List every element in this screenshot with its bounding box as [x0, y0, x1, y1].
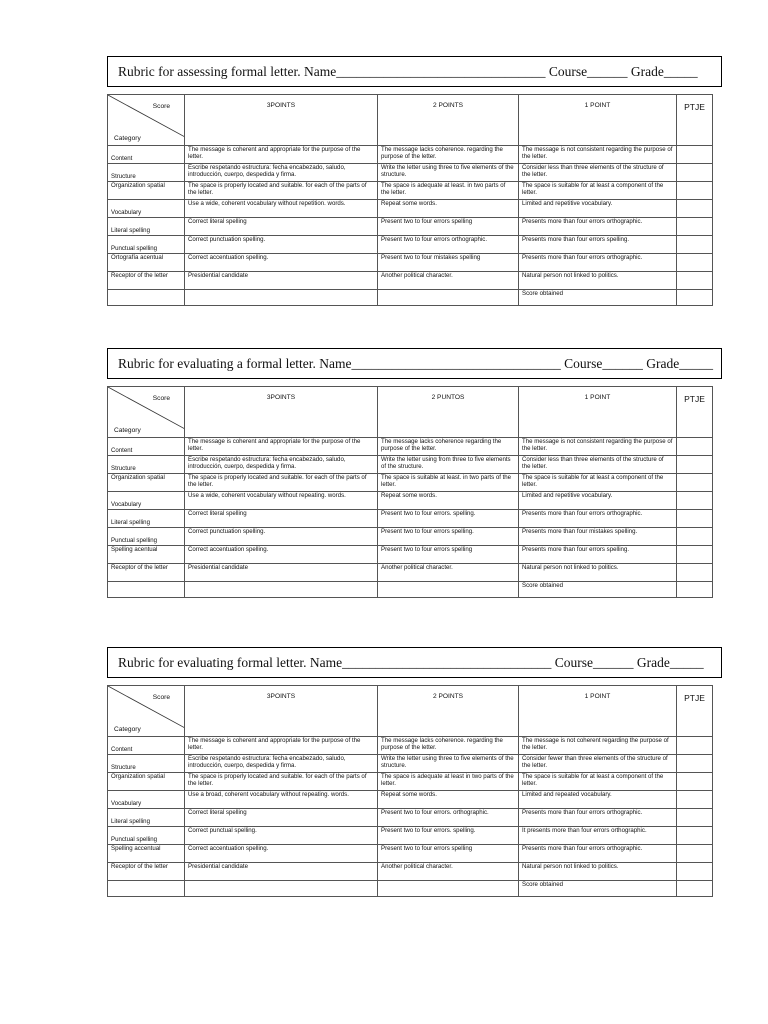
table-row	[108, 773, 713, 791]
empty-cell	[378, 582, 519, 598]
table-row	[108, 146, 713, 164]
criterion-cell: Consider less than three elements of the structure of the letter.	[519, 456, 677, 474]
score-category-header	[108, 95, 185, 146]
empty-cell	[108, 881, 185, 897]
criterion-cell: Presidential candidate	[185, 272, 378, 290]
ptje-cell	[677, 492, 713, 510]
table-row	[108, 510, 713, 528]
criterion-cell: Another political character.	[378, 564, 519, 582]
score-obtained-label: Score obtained	[519, 582, 677, 598]
criterion-cell: Presents more than four errors orthographic.	[519, 845, 677, 863]
criterion-cell: The message is coherent and appropriate for the purpose of the letter.	[185, 438, 378, 456]
criterion-cell: Escribe respetando estructura: fecha encabezado, saludo, introducción, cuerpo, despedida y firma.	[185, 755, 378, 773]
category-cell: Vocabulary	[108, 791, 185, 809]
ptje-cell	[677, 773, 713, 791]
criterion-cell: Limited and repetitive vocabulary.	[519, 200, 677, 218]
ptje-cell	[677, 528, 713, 546]
category-cell: Receptor of the letter	[108, 863, 185, 881]
table-row	[108, 564, 713, 582]
score-label: Score	[152, 103, 170, 110]
criterion-cell: Present two to four errors spelling	[378, 546, 519, 564]
ptje-cell	[677, 474, 713, 492]
rubric-title: Rubric for evaluating a formal letter. Name_______________________________ Course______ Grade_____	[107, 348, 722, 379]
empty-cell	[108, 290, 185, 306]
criterion-cell: Present two to four errors orthographic.	[378, 236, 519, 254]
table-row	[108, 272, 713, 290]
ptje-header: PTJE	[677, 686, 713, 737]
criterion-cell: Presidential candidate	[185, 863, 378, 881]
criterion-cell: Escribe respetando estructura: fecha encabezado, saludo, introducción, cuerpo, despedida y firma.	[185, 164, 378, 182]
empty-cell	[378, 881, 519, 897]
criterion-cell: Limited and repetitive vocabulary.	[519, 492, 677, 510]
criterion-cell: Presents more than four errors spelling.	[519, 236, 677, 254]
category-cell: Ortografía acentual	[108, 254, 185, 272]
score-obtained-row	[108, 881, 713, 897]
empty-cell	[677, 290, 713, 306]
category-cell: Structure	[108, 164, 185, 182]
criterion-cell: The space is suitable for at least a component of the letter.	[519, 773, 677, 791]
ptje-cell	[677, 254, 713, 272]
criterion-cell: Present two to four errors spelling.	[378, 528, 519, 546]
criterion-cell: Presents more than four mistakes spelling.	[519, 528, 677, 546]
criterion-cell: Present two to four mistakes spelling	[378, 254, 519, 272]
criterion-cell: Repeat some words.	[378, 200, 519, 218]
diagonal-divider	[108, 387, 185, 429]
table-row	[108, 737, 713, 755]
criterion-cell: The space is suitable for at least a component of the letter.	[519, 182, 677, 200]
ptje-cell	[677, 791, 713, 809]
category-cell: Literal spelling	[108, 809, 185, 827]
criterion-cell: Repeat some words.	[378, 492, 519, 510]
criterion-cell: Correct punctuation spelling.	[185, 236, 378, 254]
empty-cell	[378, 290, 519, 306]
score-obtained-row	[108, 582, 713, 598]
table-row	[108, 809, 713, 827]
ptje-cell	[677, 164, 713, 182]
col-2-points-header: 2 POINTS	[378, 95, 519, 146]
col-3-points-header: 3POINTS	[185, 387, 378, 438]
ptje-cell	[677, 737, 713, 755]
criterion-cell: Limited and repeated vocabulary.	[519, 791, 677, 809]
col-3-points-header: 3POINTS	[185, 686, 378, 737]
table-row	[108, 164, 713, 182]
criterion-cell: The space is suitable at least. in two parts of the letter.	[378, 474, 519, 492]
category-label: Category	[114, 725, 141, 733]
ptje-cell	[677, 564, 713, 582]
criterion-cell: It presents more than four errors orthographic.	[519, 827, 677, 845]
col-1-point-header: 1 POINT	[519, 387, 677, 438]
table-row	[108, 456, 713, 474]
category-cell: Vocabulary	[108, 492, 185, 510]
criterion-cell: Natural person not linked to politics.	[519, 564, 677, 582]
criterion-cell: Repeat some words.	[378, 791, 519, 809]
criterion-cell: Presents more than four errors orthographic.	[519, 809, 677, 827]
col-2-points-header: 2 PUNTOS	[378, 387, 519, 438]
criterion-cell: The message is not coherent regarding the purpose of the letter.	[519, 737, 677, 755]
criterion-cell: Another political character.	[378, 272, 519, 290]
category-cell: Vocabulary	[108, 200, 185, 218]
criterion-cell: The message is not consistent regarding the purpose of the letter.	[519, 146, 677, 164]
table-row	[108, 827, 713, 845]
diagonal-divider	[108, 686, 185, 728]
criterion-cell: Escribe respetando estructura: fecha encabezado, saludo, introducción, cuerpo, despedida y firma.	[185, 456, 378, 474]
score-category-header	[108, 387, 185, 438]
ptje-cell	[677, 510, 713, 528]
score-obtained-row	[108, 290, 713, 306]
criterion-cell: The space is properly located and suitable. for each of the parts of the letter.	[185, 474, 378, 492]
col-3-points-header: 3POINTS	[185, 95, 378, 146]
rubric-table	[107, 685, 713, 897]
ptje-cell	[677, 456, 713, 474]
criterion-cell: Correct punctuation spelling.	[185, 528, 378, 546]
diagonal-divider	[108, 95, 185, 137]
criterion-cell: Presents more than four errors orthographic.	[519, 254, 677, 272]
criterion-cell: Natural person not linked to politics.	[519, 863, 677, 881]
table-row	[108, 200, 713, 218]
score-category-header	[108, 686, 185, 737]
table-row	[108, 438, 713, 456]
col-1-point-header: 1 POINT	[519, 686, 677, 737]
category-cell: Organization spatial	[108, 182, 185, 200]
table-row	[108, 254, 713, 272]
criterion-cell: Presents more than four errors orthographic.	[519, 218, 677, 236]
category-label: Category	[114, 426, 141, 434]
ptje-cell	[677, 236, 713, 254]
criterion-cell: Present two to four errors spelling	[378, 218, 519, 236]
criterion-cell: Present two to four errors spelling	[378, 845, 519, 863]
category-cell: Content	[108, 146, 185, 164]
criterion-cell: Correct punctual spelling.	[185, 827, 378, 845]
empty-cell	[185, 290, 378, 306]
criterion-cell: Use a wide, coherent vocabulary without repeating. words.	[185, 492, 378, 510]
table-row	[108, 218, 713, 236]
category-label: Category	[114, 134, 141, 142]
ptje-cell	[677, 438, 713, 456]
table-row	[108, 755, 713, 773]
category-cell: Content	[108, 438, 185, 456]
ptje-cell	[677, 218, 713, 236]
criterion-cell: Correct accentuation spelling.	[185, 845, 378, 863]
ptje-cell	[677, 845, 713, 863]
criterion-cell: Use a broad, coherent vocabulary without repeating. words.	[185, 791, 378, 809]
criterion-cell: The space is properly located and suitable. for each of the parts of the letter.	[185, 773, 378, 791]
empty-cell	[677, 881, 713, 897]
criterion-cell: Consider less than three elements of the structure of the letter.	[519, 164, 677, 182]
category-cell: Punctual spelling	[108, 528, 185, 546]
criterion-cell: The space is adequate at least. in two parts of the letter.	[378, 182, 519, 200]
criterion-cell: The message is coherent and appropriate for the purpose of the letter.	[185, 737, 378, 755]
criterion-cell: Use a wide, coherent vocabulary without repetition. words.	[185, 200, 378, 218]
criterion-cell: Correct accentuation spelling.	[185, 254, 378, 272]
table-row	[108, 492, 713, 510]
criterion-cell: The space is adequate at least in two parts of the letter.	[378, 773, 519, 791]
category-cell: Spelling acentual	[108, 546, 185, 564]
ptje-cell	[677, 809, 713, 827]
ptje-header: PTJE	[677, 387, 713, 438]
criterion-cell: Write the letter using three to five elements of the structure.	[378, 755, 519, 773]
criterion-cell: Correct literal spelling	[185, 510, 378, 528]
criterion-cell: Write the letter using from three to five elements of the structure.	[378, 456, 519, 474]
empty-cell	[185, 881, 378, 897]
criterion-cell: Correct accentuation spelling.	[185, 546, 378, 564]
category-cell: Structure	[108, 456, 185, 474]
rubric-title: Rubric for evaluating formal letter. Name_______________________________ Course______ Grade_____	[107, 647, 722, 678]
col-2-points-header: 2 POINTS	[378, 686, 519, 737]
ptje-cell	[677, 200, 713, 218]
ptje-cell	[677, 146, 713, 164]
criterion-cell: The space is suitable for at least a component of the letter.	[519, 474, 677, 492]
category-cell: Content	[108, 737, 185, 755]
criterion-cell: Consider fewer than three elements of the structure of the letter.	[519, 755, 677, 773]
table-row	[108, 791, 713, 809]
empty-cell	[108, 582, 185, 598]
ptje-cell	[677, 272, 713, 290]
col-1-point-header: 1 POINT	[519, 95, 677, 146]
ptje-cell	[677, 546, 713, 564]
category-cell: Organization spatial	[108, 773, 185, 791]
criterion-cell: Natural person not linked to politics.	[519, 272, 677, 290]
table-row	[108, 182, 713, 200]
table-row	[108, 528, 713, 546]
rubric-table	[107, 94, 713, 306]
criterion-cell: The message is coherent and appropriate for the purpose of the letter.	[185, 146, 378, 164]
table-row	[108, 546, 713, 564]
criterion-cell: The message is not consistent regarding the purpose of the letter.	[519, 438, 677, 456]
ptje-header: PTJE	[677, 95, 713, 146]
category-cell: Receptor of the letter	[108, 272, 185, 290]
criterion-cell: The message lacks coherence. regarding the purpose of the letter.	[378, 737, 519, 755]
category-cell: Structure	[108, 755, 185, 773]
category-cell: Punctual spelling	[108, 236, 185, 254]
category-cell: Punctual spelling	[108, 827, 185, 845]
category-cell: Spelling accentual	[108, 845, 185, 863]
rubric-table	[107, 386, 713, 598]
criterion-cell: Correct literal spelling	[185, 218, 378, 236]
category-cell: Literal spelling	[108, 510, 185, 528]
score-obtained-label: Score obtained	[519, 290, 677, 306]
category-cell: Organization spatial	[108, 474, 185, 492]
ptje-cell	[677, 827, 713, 845]
criterion-cell: Present two to four errors. orthographic.	[378, 809, 519, 827]
criterion-cell: Presidential candidate	[185, 564, 378, 582]
score-label: Score	[152, 694, 170, 701]
rubric-title: Rubric for assessing formal letter. Name_______________________________ Course______ Grade_____	[107, 56, 722, 87]
ptje-cell	[677, 863, 713, 881]
criterion-cell: Presents more than four errors orthographic.	[519, 510, 677, 528]
category-cell: Literal spelling	[108, 218, 185, 236]
criterion-cell: Presents more than four errors spelling.	[519, 546, 677, 564]
category-cell: Receptor of the letter	[108, 564, 185, 582]
score-label: Score	[152, 395, 170, 402]
criterion-cell: Present two to four errors. spelling.	[378, 827, 519, 845]
empty-cell	[185, 582, 378, 598]
ptje-cell	[677, 182, 713, 200]
criterion-cell: Present two to four errors. spelling.	[378, 510, 519, 528]
criterion-cell: Correct literal spelling	[185, 809, 378, 827]
table-row	[108, 474, 713, 492]
criterion-cell: Another political character.	[378, 863, 519, 881]
ptje-cell	[677, 755, 713, 773]
criterion-cell: The message lacks coherence. regarding the purpose of the letter.	[378, 146, 519, 164]
criterion-cell: The space is properly located and suitable. for each of the parts of the letter.	[185, 182, 378, 200]
table-row	[108, 236, 713, 254]
criterion-cell: The message lacks coherence regarding the purpose of the letter.	[378, 438, 519, 456]
table-row	[108, 845, 713, 863]
score-obtained-label: Score obtained	[519, 881, 677, 897]
table-row	[108, 863, 713, 881]
criterion-cell: Write the letter using three to five elements of the structure.	[378, 164, 519, 182]
empty-cell	[677, 582, 713, 598]
